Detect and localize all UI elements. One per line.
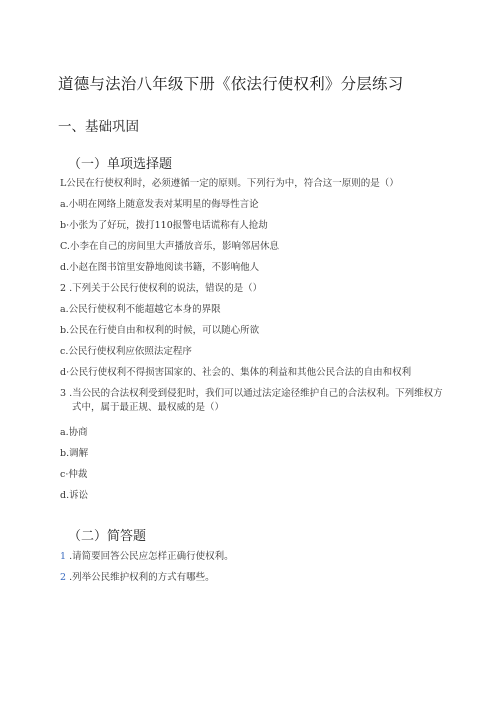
question-3-stem: [60, 387, 443, 401]
section-heading: 一、基础巩固: [58, 119, 139, 135]
short-answer-2: [60, 571, 215, 585]
question-3-stem-continued: 式中，属于最正规、最权威的是（）: [72, 402, 225, 413]
short-answer-2-number: 2: [60, 572, 67, 583]
question-3-option-d: d.诉讼: [60, 490, 89, 501]
part-heading-short-answer: （二）简答题: [68, 529, 147, 544]
short-answer-1: [60, 550, 234, 564]
question-3-option-b: b.调解: [60, 448, 89, 459]
question-2-text: .下列关于公民行使权利的说法，错误的是（）: [69, 283, 263, 294]
question-2-stem: [60, 282, 262, 296]
short-answer-1-text: .请简要回答公民应怎样正确行使权利。: [69, 551, 234, 562]
question-1-stem: L公民在行使权利时，必须遵循一定的原则。下列行为中，符合这一原则的是（）: [60, 178, 399, 189]
question-2-option-d: d·公民行使权利不得损害国家的、社会的、集体的利益和其他公民合法的自由和权利: [60, 367, 412, 378]
question-1-option-d: d.小赵在图书馆里安静地阅读书籍，不影响他人: [60, 262, 260, 273]
part-heading-choice: （一）单项选择题: [68, 157, 173, 172]
page-title: 道德与法治八年级下册《依法行使权利》分层练习: [58, 75, 404, 93]
question-1-option-a: a.小明在网络上随意发表对某明星的侮辱性言论: [60, 199, 259, 210]
question-1-option-b: b·小张为了好玩，拨打110报警电话谎称有人抢劫: [60, 220, 268, 231]
short-answer-2-text: .列举公民维护权利的方式有哪些。: [69, 572, 215, 583]
question-2-number: 2: [60, 283, 67, 294]
question-3-number: 3: [60, 388, 67, 399]
short-answer-1-number: 1: [60, 551, 67, 562]
question-2-option-a: a.公民行使权利不能超越它本身的界限: [60, 304, 221, 315]
question-2-option-b: b.公民在行使自由和权利的时候，可以随心所欲: [60, 325, 260, 336]
question-2-option-c: c.公民行使权利应依照法定程序: [60, 346, 192, 357]
question-3-text: .当公民的合法权利受到侵犯时，我们可以通过法定途径维护自己的合法权利。下列维权方: [69, 388, 443, 399]
question-3-option-c: c·仲裁: [60, 469, 88, 480]
question-1-option-c: C.小李在自己的房间里大声播放音乐，影响邻居休息: [60, 241, 279, 252]
question-3-option-a: a.协商: [60, 427, 88, 438]
